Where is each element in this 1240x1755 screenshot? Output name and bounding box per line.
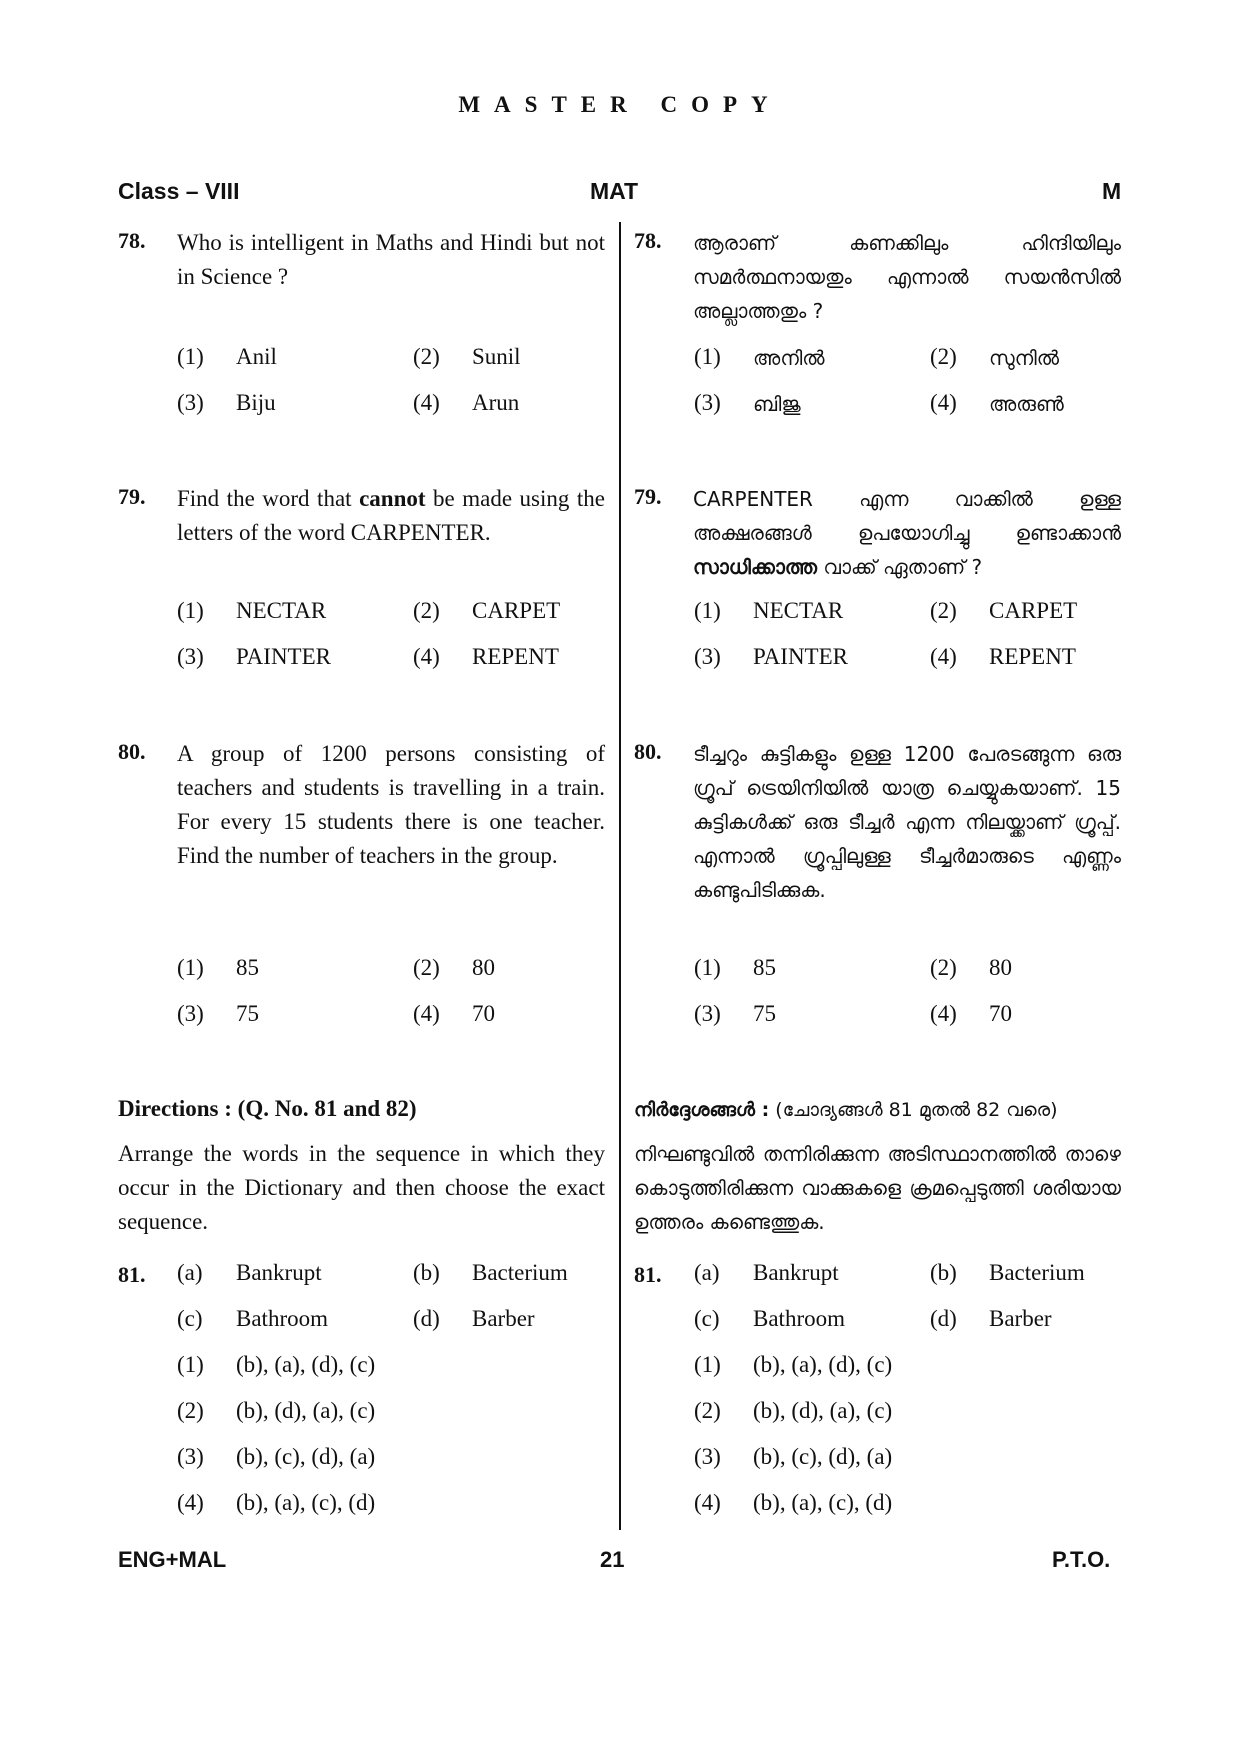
q81-option-2-en[interactable]: (b), (d), (a), (c) xyxy=(236,1398,376,1423)
q79-option-4-ml[interactable]: REPENT xyxy=(989,644,1076,669)
q81-word-a-en: Bankrupt xyxy=(236,1260,322,1285)
question-80-text-ml: ടീച്ചറും കുട്ടികളും ഉള്ള 1200 പേരടങ്ങുന്ന ഒരു ഗ്രൂപ് ട്രെയിനിയിൽ യാത്ര ചെയ്യുകയാണ്. 15 കുട്ടികൾക്ക് ഒരു ടീച്ചർ എന്ന നിലയ്ക്കാണ് ഗ്രൂപ്പ്. എന്നാൽ ഗ്രൂപ്പിലുള്ള ടീച്ചർമാരുടെ എണ്ണം കണ്ടുപിടിക്കുക. xyxy=(693,742,1121,902)
q81-word-a-ml: Bankrupt xyxy=(753,1260,839,1285)
subject-label: MAT xyxy=(590,178,639,204)
question-81-number-en: 81. xyxy=(118,1262,146,1287)
q81-option-2-ml[interactable]: (b), (d), (a), (c) xyxy=(753,1398,893,1423)
q81-option-3-num-ml: (3) xyxy=(694,1444,721,1469)
q81-word-d-ml: Barber xyxy=(989,1306,1052,1331)
q81-option-4-num-en: (4) xyxy=(177,1490,204,1515)
q81-option-2-num-en: (2) xyxy=(177,1398,204,1423)
q81-option-1-ml[interactable]: (b), (a), (d), (c) xyxy=(753,1352,893,1377)
question-78-number-ml: 78. xyxy=(634,228,662,253)
q80-option-4-num-en: (4) xyxy=(413,1001,440,1026)
q81-option-1-num-ml: (1) xyxy=(694,1352,721,1377)
q81-word-b-ml: Bacterium xyxy=(989,1260,1085,1285)
q79-option-3-num-ml: (3) xyxy=(694,644,721,669)
question-79-number-ml: 79. xyxy=(634,484,662,509)
q81-word-a-label-en: (a) xyxy=(177,1260,203,1285)
q81-word-c-ml: Bathroom xyxy=(753,1306,845,1331)
q80-option-4-num-ml: (4) xyxy=(930,1001,957,1026)
q81-option-4-en[interactable]: (b), (a), (c), (d) xyxy=(236,1490,376,1515)
q80-option-1-ml[interactable]: 85 xyxy=(753,955,776,980)
q81-option-1-num-en: (1) xyxy=(177,1352,204,1377)
q78-option-2-en[interactable]: Sunil xyxy=(472,344,521,369)
q81-word-d-en: Barber xyxy=(472,1306,535,1331)
q78-option-2-num-en: (2) xyxy=(413,344,440,369)
q79-option-3-num-en: (3) xyxy=(177,644,204,669)
footer-language: ENG+MAL xyxy=(118,1547,227,1572)
q79-option-3-en[interactable]: PAINTER xyxy=(236,644,331,669)
q81-option-3-en[interactable]: (b), (c), (d), (a) xyxy=(236,1444,376,1469)
q79-emphasis-en: cannot xyxy=(359,486,426,511)
directions-text-en: Arrange the words in the sequence in which they occur in the Dictionary and then choose the exact sequence. xyxy=(118,1141,605,1234)
question-80-number-en: 80. xyxy=(118,739,146,764)
directions-title-ml: നിർദ്ദേശങ്ങൾ : (ചോദ്യങ്ങൾ 81 മുതൽ 82 വരെ) xyxy=(634,1099,1058,1121)
q81-word-c-label-ml: (c) xyxy=(694,1306,720,1331)
q80-option-3-num-en: (3) xyxy=(177,1001,204,1026)
question-80-number-ml: 80. xyxy=(634,739,662,764)
q78-option-3-en[interactable]: Biju xyxy=(236,390,276,415)
question-79-text-ml: CARPENTER എന്ന വാക്കിൽ ഉള്ള അക്ഷരങ്ങൾ ഉപയോഗിച്ചു ഉണ്ടാക്കാൻ സാധിക്കാത്ത വാക്ക് ഏതാണ് ? xyxy=(693,487,1121,579)
q79-option-2-num-en: (2) xyxy=(413,598,440,623)
q81-word-c-en: Bathroom xyxy=(236,1306,328,1331)
q80-option-2-num-ml: (2) xyxy=(930,955,957,980)
q78-option-4-ml[interactable]: അരുൺ xyxy=(989,392,1064,416)
q81-word-c-label-en: (c) xyxy=(177,1306,203,1331)
q80-option-4-en[interactable]: 70 xyxy=(472,1001,495,1026)
q81-option-2-num-ml: (2) xyxy=(694,1398,721,1423)
q78-option-4-num-en: (4) xyxy=(413,390,440,415)
q79-option-3-ml[interactable]: PAINTER xyxy=(753,644,848,669)
q80-option-2-ml[interactable]: 80 xyxy=(989,955,1012,980)
q78-option-1-en[interactable]: Anil xyxy=(236,344,277,369)
q81-word-d-label-ml: (d) xyxy=(930,1306,957,1331)
q81-option-4-num-ml: (4) xyxy=(694,1490,721,1515)
q80-option-4-ml[interactable]: 70 xyxy=(989,1001,1012,1026)
q79-option-1-ml[interactable]: NECTAR xyxy=(753,598,844,623)
q78-option-1-num-en: (1) xyxy=(177,344,204,369)
q78-option-1-num-ml: (1) xyxy=(694,344,721,369)
question-78-number-en: 78. xyxy=(118,228,146,253)
directions-text-ml: നിഘണ്ടുവിൽ തന്നിരിക്കുന്ന അടിസ്ഥാനത്തിൽ താഴെ കൊടുത്തിരിക്കുന്ന വാക്കുകളെ ക്രമപ്പെടുത്തി ശരിയായ ഉത്തരം കണ്ടെത്തുക. xyxy=(634,1142,1121,1234)
q79-option-2-ml[interactable]: CARPET xyxy=(989,598,1078,623)
question-78-text-ml: ആരാണ് കണക്കിലും ഹിന്ദിയിലും സമർത്ഥനായതും എന്നാൽ സയൻസിൽ അല്ലാത്തതും ? xyxy=(693,231,1121,323)
page-number: 21 xyxy=(600,1547,625,1572)
q78-option-2-ml[interactable]: സുനിൽ xyxy=(989,346,1060,370)
q79-emphasis-ml: സാധിക്കാത്ത xyxy=(693,555,817,579)
q78-option-3-num-ml: (3) xyxy=(694,390,721,415)
q79-option-1-num-ml: (1) xyxy=(694,598,721,623)
q78-option-3-num-en: (3) xyxy=(177,390,204,415)
question-79-number-en: 79. xyxy=(118,484,146,509)
column-divider xyxy=(619,222,621,1530)
q81-word-a-label-ml: (a) xyxy=(694,1260,720,1285)
directions-title-en: Directions : (Q. No. 81 and 82) xyxy=(118,1096,417,1121)
q80-option-3-ml[interactable]: 75 xyxy=(753,1001,776,1026)
q79-option-2-en[interactable]: CARPET xyxy=(472,598,561,623)
q80-option-1-num-ml: (1) xyxy=(694,955,721,980)
q81-option-3-ml[interactable]: (b), (c), (d), (a) xyxy=(753,1444,893,1469)
q78-option-2-num-ml: (2) xyxy=(930,344,957,369)
q78-option-3-ml[interactable]: ബിജു xyxy=(753,392,801,416)
question-81-number-ml: 81. xyxy=(634,1262,662,1287)
q78-option-1-ml[interactable]: അനിൽ xyxy=(753,346,825,370)
q78-option-4-en[interactable]: Arun xyxy=(472,390,520,415)
q80-option-1-num-en: (1) xyxy=(177,955,204,980)
please-turn-over: P.T.O. xyxy=(1052,1547,1111,1572)
q81-option-4-ml[interactable]: (b), (a), (c), (d) xyxy=(753,1490,893,1515)
q81-word-d-label-en: (d) xyxy=(413,1306,440,1331)
q80-option-1-en[interactable]: 85 xyxy=(236,955,259,980)
q79-option-4-num-ml: (4) xyxy=(930,644,957,669)
q79-option-2-num-ml: (2) xyxy=(930,598,957,623)
question-79-text-en: Find the word that cannot be made using the letters of the word CARPENTER. xyxy=(177,486,605,545)
q78-option-4-num-ml: (4) xyxy=(930,390,957,415)
booklet-code: M xyxy=(1102,178,1122,204)
q80-option-3-num-ml: (3) xyxy=(694,1001,721,1026)
q80-option-2-num-en: (2) xyxy=(413,955,440,980)
q80-option-2-en[interactable]: 80 xyxy=(472,955,495,980)
class-label: Class – VIII xyxy=(118,178,240,204)
master-copy-heading: MASTER COPY xyxy=(458,92,782,117)
q79-option-1-num-en: (1) xyxy=(177,598,204,623)
question-78-text-en: Who is intelligent in Maths and Hindi but not in Science ? xyxy=(177,230,605,289)
q80-option-3-en[interactable]: 75 xyxy=(236,1001,259,1026)
q79-option-4-en[interactable]: REPENT xyxy=(472,644,559,669)
q81-option-3-num-en: (3) xyxy=(177,1444,204,1469)
q79-option-1-en[interactable]: NECTAR xyxy=(236,598,327,623)
q81-word-b-en: Bacterium xyxy=(472,1260,568,1285)
q81-word-b-label-ml: (b) xyxy=(930,1260,957,1285)
q81-option-1-en[interactable]: (b), (a), (d), (c) xyxy=(236,1352,376,1377)
q81-word-b-label-en: (b) xyxy=(413,1260,440,1285)
q79-option-4-num-en: (4) xyxy=(413,644,440,669)
question-80-text-en: A group of 1200 persons consisting of teachers and students is travelling in a train. For every 15 students there is one teacher. Find the number of teachers in the group. xyxy=(177,741,605,868)
